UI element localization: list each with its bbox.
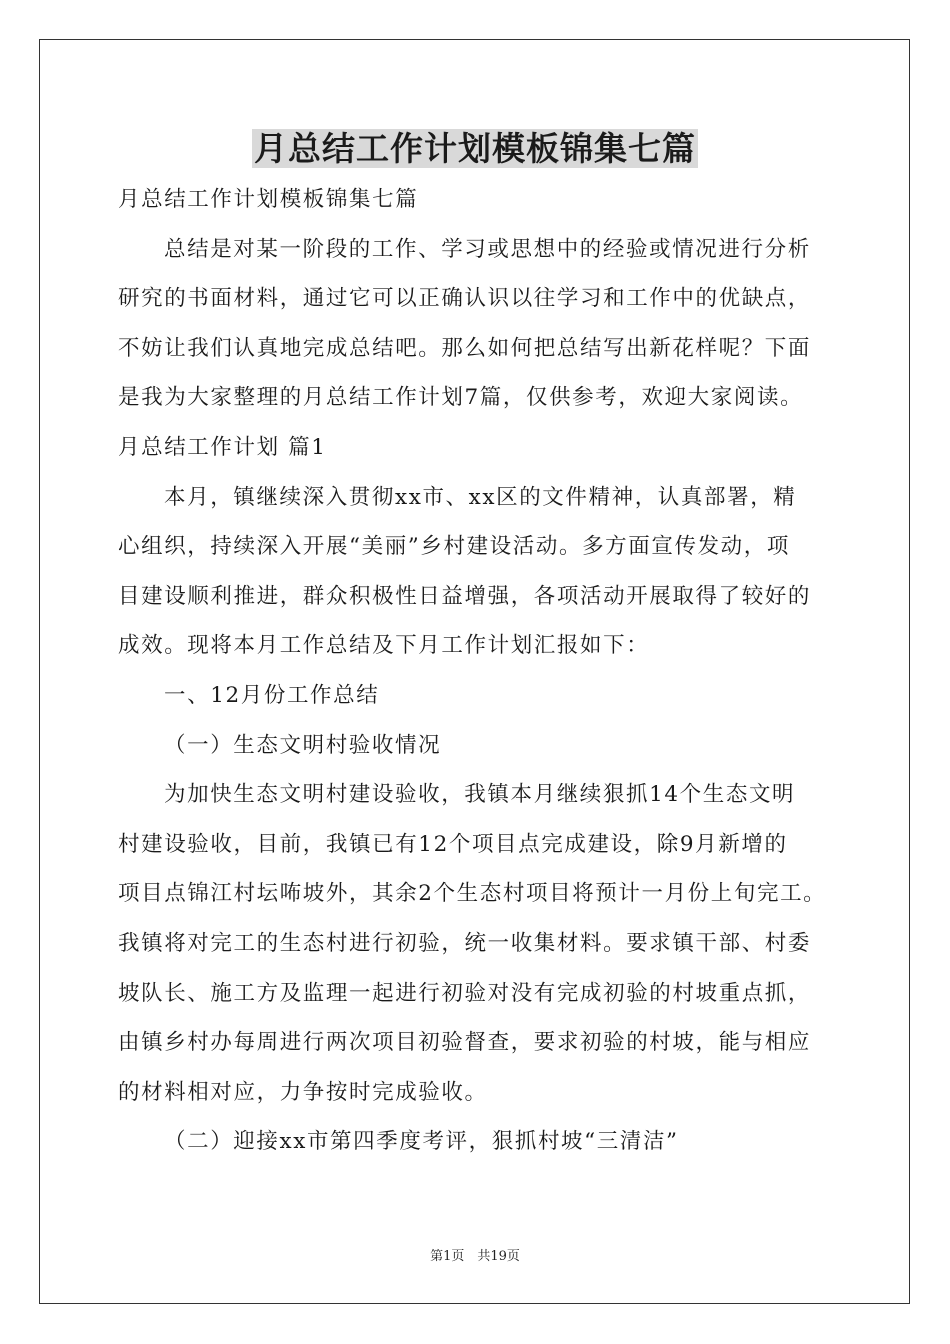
subtitle-line: 月总结工作计划模板锦集七篇 <box>118 187 419 212</box>
paragraph-line: 是我为大家整理的月总结工作计划7篇，仅供参考，欢迎大家阅读。 <box>118 385 804 411</box>
paragraph-line: 我镇将对完工的生态村进行初验，统一收集材料。要求镇干部、村委 <box>118 930 812 956</box>
document-body <box>118 175 838 1167</box>
paragraph-line: 项目点锦江村坛咘坡外，其余2个生态村项目将预计一月份上旬完工。 <box>118 881 827 907</box>
paragraph-line: 总结是对某一阶段的工作、学习或思想中的经验或情况进行分析 <box>164 236 811 262</box>
document-title-text: 月总结工作计划模板锦集七篇 <box>254 129 696 168</box>
paragraph-line: 目建设顺利推进，群众积极性日益增强，各项活动开展取得了较好的 <box>118 583 812 609</box>
paragraph-line: 本月，镇继续深入贯彻xx市、xx区的文件精神，认真部署，精 <box>164 484 797 510</box>
paragraph-line: 由镇乡村办每周进行两次项目初验督查，要求初验的村坡，能与相应 <box>118 1030 812 1056</box>
paragraph-line: 心组织，持续深入开展“美丽”乡村建设活动。多方面宣传发动，项 <box>118 534 790 560</box>
paragraph-line: 村建设验收，目前，我镇已有12个项目点完成建设，除9月新增的 <box>118 831 788 857</box>
paragraph-line: 坡队长、施工方及监理一起进行初验对没有完成初验的村坡重点抓， <box>118 980 812 1006</box>
paragraph-line: 成效。现将本月工作总结及下月工作计划汇报如下： <box>118 633 650 659</box>
subsection-heading: 一、12月份工作总结 <box>164 682 380 708</box>
paragraph-line: 研究的书面材料，通过它可以正确认识以往学习和工作中的优缺点， <box>118 286 812 312</box>
document-title <box>0 126 950 172</box>
subsection-heading: （二）迎接xx市第四季度考评，狠抓村坡“三清洁” <box>164 1129 679 1155</box>
subsection-heading: （一）生态文明村验收情况 <box>164 732 442 758</box>
page-footer: 第1页 共19页 <box>430 1249 520 1264</box>
paragraph-line: 不妨让我们认真地完成总结吧。那么如何把总结写出新花样呢？下面 <box>118 335 812 361</box>
paragraph-line: 的材料相对应，力争按时完成验收。 <box>118 1079 488 1105</box>
section-heading: 月总结工作计划 篇1 <box>118 434 327 460</box>
paragraph-line: 为加快生态文明村建设验收，我镇本月继续狠抓14个生态文明 <box>164 782 796 808</box>
